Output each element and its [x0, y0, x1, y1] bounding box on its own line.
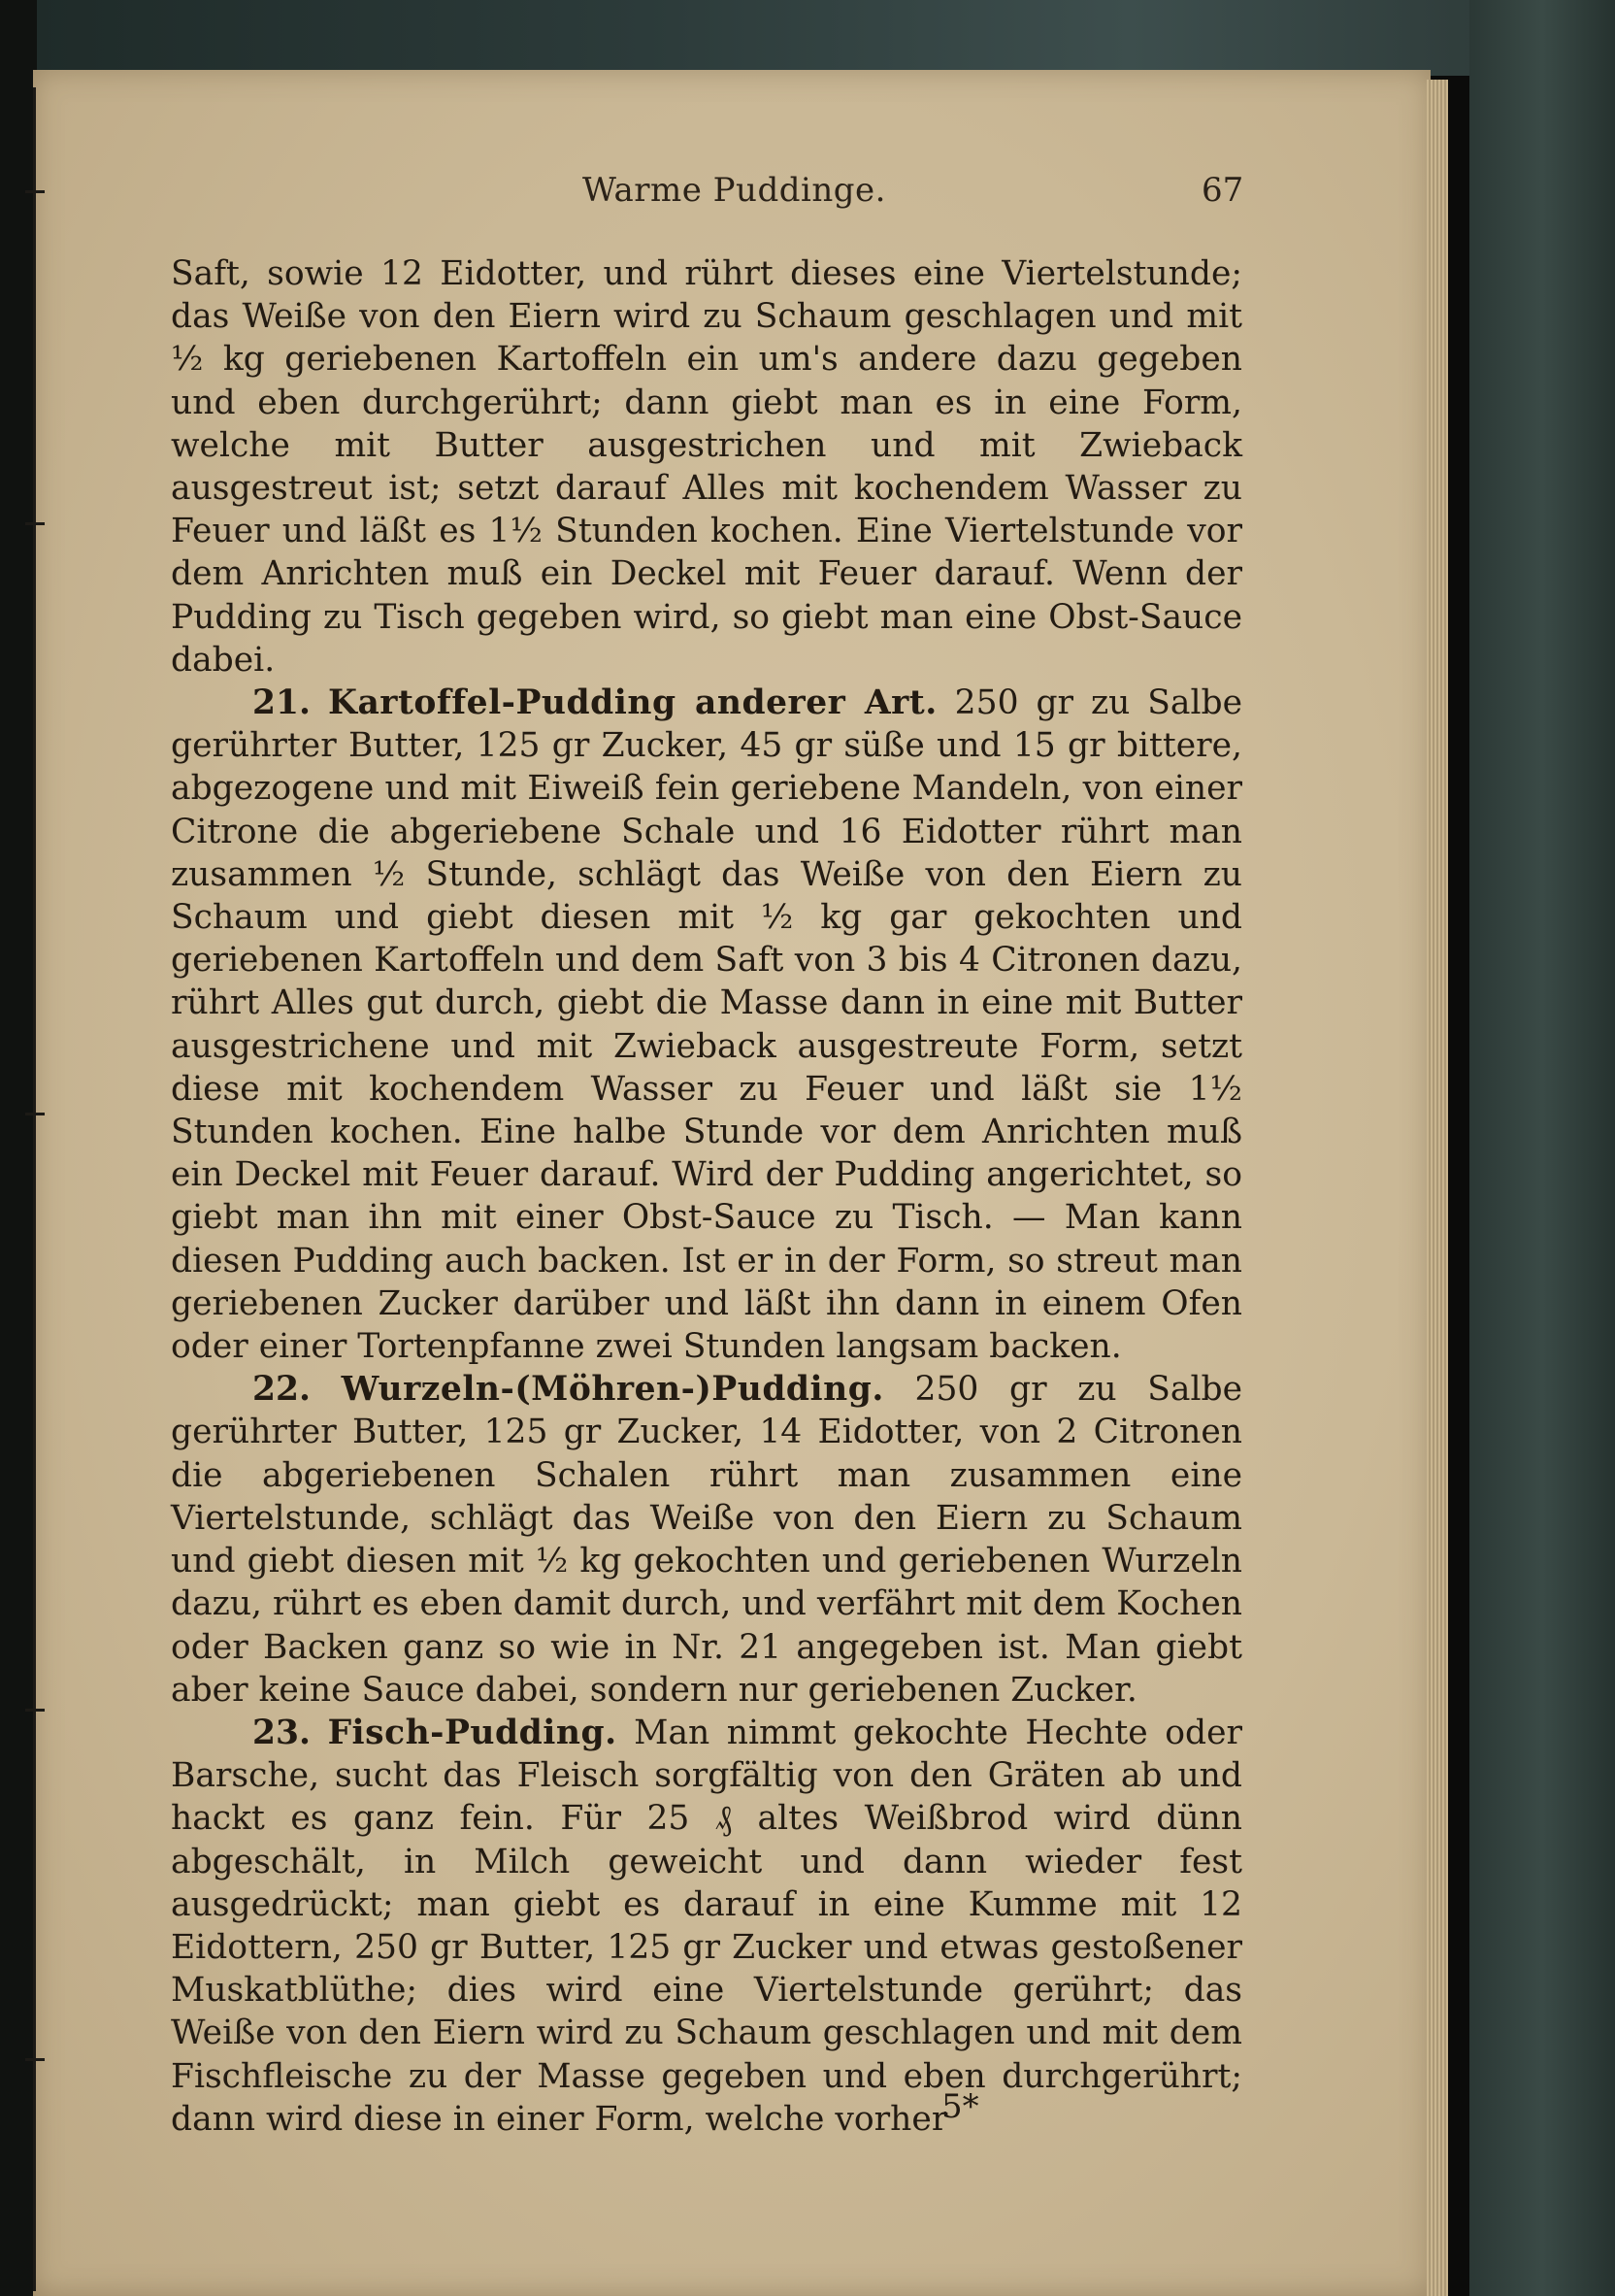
recipe-21	[171, 682, 1242, 1368]
gutter-tick	[25, 1709, 45, 1712]
page-number: 67	[1202, 171, 1244, 210]
recipe-number: 22.	[252, 1370, 312, 1410]
paragraph-continued	[171, 252, 1242, 682]
recipe-23	[171, 1712, 1242, 2141]
sheet-signature: 5*	[941, 2087, 979, 2126]
binding-left	[0, 0, 37, 2296]
recipe-text: 250 gr zu Salbe gerührter Butter, 125 gr Zucker, 45 gr süße und 15 gr bittere, abgezogene und mit Eiweiß fein geriebene Mandeln, von einer Citrone die abgeriebene Schale und 16 Eidotter rührt man zusammen ½ Stunde, schlägt das Weiße von den Eiern zu Schaum und giebt diesen mit ½ kg gar gekochten und geriebenen Kartoffeln und dem Saft von 3 bis 4 Citronen dazu, rührt Alles gut durch, giebt die Masse dann in eine mit Butter ausgestrichene und mit Zwieback ausgestreute Form, setzt diese mit kochendem Wasser zu Feuer und läßt sie 1½ Stunden kochen. Eine halbe Stunde vor dem Anrichten muß ein Deckel mit Feuer darauf. Wird der Pudding angerichtet, so giebt man ihn mit einer Obst-Sauce zu Tisch. — Man kann diesen Pudding auch backen. Ist er in der Form, so streut man geriebenen Zucker darüber und läßt ihn dann in einem Ofen oder einer Tortenpfanne zwei Stunden langsam backen.	[171, 683, 1243, 1367]
recipe-heading: Wurzeln-(Möhren-)Pudding.	[341, 1370, 884, 1410]
gutter-tick	[25, 1113, 45, 1115]
recipe-text: 250 gr zu Salbe gerührter Butter, 125 gr Zucker, 14 Eidotter, von 2 Citronen die abgeriebenen Schalen rührt man zusammen eine Viertelstunde, schlägt das Weiße von den Eiern zu Schaum und giebt diesen mit ½ kg gekochten und geriebenen Wurzeln dazu, rührt es eben damit durch, und verfährt mit dem Kochen oder Backen ganz so wie in Nr. 21 angegeben ist. Man giebt aber keine Sauce dabei, sondern nur geriebenen Zucker.	[171, 1370, 1242, 1710]
running-head	[0, 171, 1615, 214]
gutter-tick	[25, 2058, 45, 2061]
running-head-title: Warme Puddinge.	[582, 171, 886, 210]
recipe-text: Man nimmt gekochte Hechte oder Barsche, sucht das Fleisch sorgfältig von den Gräten ab und hackt es ganz fein. Für 25 ₰ altes Weißbrod wird dünn abgeschält, in Milch geweicht und dann wieder fest ausgedrückt; man giebt es darauf in eine Kumme mit 12 Eidottern, 250 gr Butter, 125 gr Zucker und etwas gestoßener Muskatblüthe; dies wird eine Viertelstunde gerührt; das Weiße von den Eiern wird zu Schaum geschlagen und mit dem Fischfleische zu der Masse gegeben und eben durchgerührt; dann wird diese in einer Form, welche vorher	[171, 1713, 1242, 2139]
text-body	[171, 252, 1242, 2141]
gutter-line	[33, 87, 36, 2291]
recipe-number: 23.	[252, 1713, 312, 1752]
gutter-tick	[25, 522, 45, 525]
recipe-22	[171, 1368, 1242, 1712]
recipe-heading: Kartoffel-Pudding anderer Art.	[327, 683, 938, 723]
page-edges	[1427, 80, 1448, 2296]
binding-top	[0, 0, 1615, 76]
recipe-heading: Fisch-Pudding.	[327, 1713, 617, 1752]
paragraph-text: Saft, sowie 12 Eidotter, und rührt dieses eine Viertelstunde; das Weiße von den Eiern wird zu Schaum geschlagen und mit ½ kg geriebenen Kartoffeln ein um's andere dazu gegeben und eben durchgerührt; dann giebt man es in eine Form, welche mit Butter ausgestrichen und mit Zwieback ausgestreut ist; setzt darauf Alles mit kochendem Wasser zu Feuer und läßt es 1½ Stunden kochen. Eine Viertelstunde vor dem Anrichten muß ein Deckel mit Feuer darauf. Wenn der Pudding zu Tisch gegeben wird, so giebt man eine Obst-Sauce dabei.	[171, 254, 1242, 680]
recipe-number: 21.	[252, 683, 312, 723]
binding-right	[1469, 0, 1615, 2296]
